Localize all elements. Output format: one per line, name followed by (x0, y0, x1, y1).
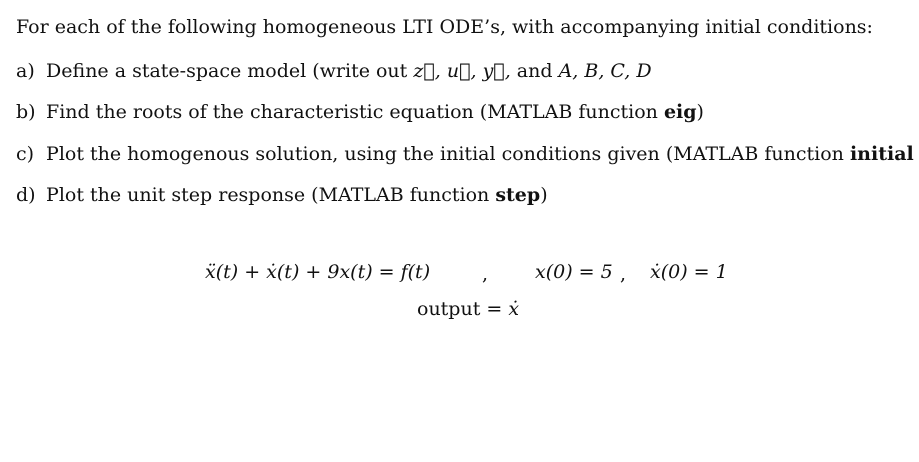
item-label: c) (16, 143, 35, 165)
item-text: Find the roots of the characteristic equation (MATLAB function (46, 101, 664, 123)
item-text: Plot the homogenous solution, using the initial conditions given (MATLAB function (46, 143, 850, 165)
output-definition (417, 297, 519, 321)
initial-condition-velocity: ẋ(0) = 1 (650, 261, 728, 283)
initial-condition-position: x(0) = 5 (535, 261, 613, 283)
list-item-a (16, 59, 652, 83)
equation-separator: , (482, 263, 489, 285)
matlab-function-name: initial (849, 143, 914, 165)
ode-equation: ẍ(t) + ẋ(t) + 9x(t) = f(t) (205, 261, 431, 283)
item-label: b) (16, 101, 36, 123)
output-label: output (417, 298, 481, 320)
item-label: a) (16, 60, 35, 82)
problem-intro: For each of the following homogeneous LTI ODE’s, with accompanying initial conditions: (16, 16, 873, 38)
vector-variables: z⃗, u⃗, y⃗, (413, 60, 511, 82)
item-text: Define a state-space model (write out (46, 60, 414, 82)
list-item-d (16, 183, 548, 207)
list-item-b (16, 100, 704, 124)
item-text: Plot the unit step response (MATLAB function (46, 184, 496, 206)
item-tail: ) (540, 184, 548, 206)
matlab-function-name: step (495, 184, 541, 206)
matlab-function-name: eig (663, 101, 697, 123)
item-text-connector: and (510, 60, 559, 82)
list-item-c (16, 142, 914, 166)
output-value: = ẋ (486, 298, 520, 320)
item-label: d) (16, 184, 36, 206)
item-tail: ) (696, 101, 704, 123)
matrix-variables: A, B, C, D (558, 60, 652, 82)
initial-condition-separator: , (620, 263, 627, 285)
